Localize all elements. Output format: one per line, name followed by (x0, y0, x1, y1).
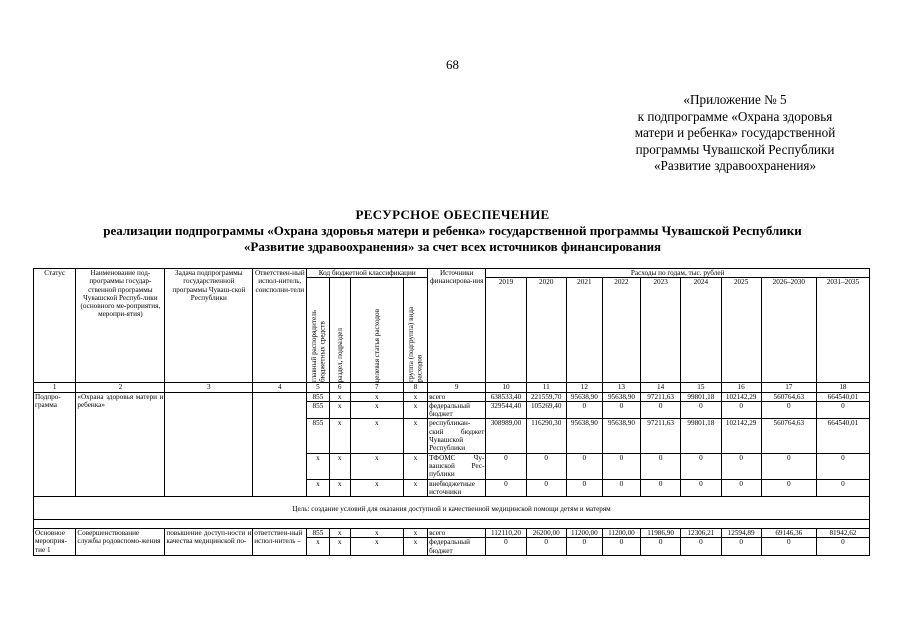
expense-value: 0 (681, 538, 721, 556)
code-group: x (403, 392, 427, 401)
goal-row (34, 505, 870, 520)
code-group: x (403, 419, 427, 453)
subprogram-task (165, 392, 253, 497)
code-grbs: 855 (307, 419, 329, 453)
expense-value: 0 (486, 479, 526, 497)
code-section: x (329, 401, 350, 419)
expense-value: 0 (816, 479, 869, 497)
expense-value: 0 (721, 453, 761, 479)
column-number: 15 (681, 383, 721, 392)
code-target: x (350, 453, 403, 479)
expense-value: 0 (816, 401, 869, 419)
code-target: x (350, 392, 403, 401)
expense-value: 0 (641, 538, 681, 556)
code-group: x (403, 479, 427, 497)
column-number: 17 (761, 383, 816, 392)
finance-source: федеральный бюджет (428, 538, 486, 556)
header-target-item: целевая статья расходов (350, 278, 403, 383)
expense-value: 0 (602, 453, 640, 479)
code-target: x (350, 419, 403, 453)
expense-value: 112110,20 (486, 529, 526, 538)
finance-source: ТФОМС Чу-вашской Рес-публики (429, 453, 485, 479)
header-expenses: Расходы по годам, тыс. рублей (486, 269, 870, 278)
code-group: x (403, 529, 427, 538)
expense-value: 99801,18 (681, 419, 721, 453)
expense-value: 11200,00 (566, 529, 602, 538)
column-number: 7 (350, 383, 403, 392)
header-task: Задача подпрограммы государственной программы Чуваш-ской Республики (165, 269, 253, 383)
expense-value: 0 (602, 538, 640, 556)
expense-value: 0 (602, 479, 640, 497)
measure-responsible: ответствен-ный испол-нитель – (253, 529, 307, 556)
header-grbs: главный распорядитель бюджетных средств (307, 278, 329, 383)
header-budget-code: Код бюджетной классификации (307, 269, 428, 278)
measure-name: Совершенствование службы родовспомо-жения (76, 529, 165, 556)
expense-value: 0 (681, 401, 721, 419)
expense-value: 0 (681, 453, 721, 479)
expense-value: 0 (486, 453, 526, 479)
expense-value: 664540,01 (816, 392, 869, 401)
code-grbs: 855 (307, 401, 329, 419)
expense-value: 97211,63 (641, 419, 681, 453)
expense-value: 0 (681, 479, 721, 497)
column-number: 5 (307, 383, 329, 392)
expense-value: 0 (486, 538, 526, 556)
header-source: Источники финансирова-ния (428, 269, 486, 383)
column-number: 2 (76, 383, 165, 392)
expense-value: 0 (566, 538, 602, 556)
finance-source: федеральный бюджет (428, 401, 486, 419)
expense-value: 0 (641, 401, 681, 419)
appendix-line: «Приложение № 5 (683, 92, 787, 107)
header-name: Наименование под-программы государ-ственной программы Чувашской Респуб-лики (основного ме-роприятия, меропри-ятия) (76, 269, 165, 383)
resource-table (33, 268, 870, 556)
code-target: x (350, 401, 403, 419)
title-line: РЕСУРСНОЕ ОБЕСПЕЧЕНИЕ (355, 207, 550, 222)
expense-value: 69146,36 (761, 529, 816, 538)
expense-value: 0 (566, 401, 602, 419)
subprogram-responsible (253, 392, 307, 497)
header-year: 2021 (566, 278, 602, 383)
expense-value: 97211,63 (641, 392, 681, 401)
header-year: 2023 (641, 278, 681, 383)
column-number: 10 (486, 383, 526, 392)
expense-value: 0 (641, 479, 681, 497)
finance-source: внебюджетные источники (428, 479, 486, 497)
code-section: x (329, 529, 350, 538)
code-group: x (403, 401, 427, 419)
expense-value: 560764,63 (761, 419, 816, 453)
expense-value: 0 (721, 479, 761, 497)
expense-value: 102142,29 (721, 419, 761, 453)
code-grbs: x (307, 538, 329, 556)
finance-source: всего (428, 529, 486, 538)
expense-value: 12306,21 (681, 529, 721, 538)
expense-value: 95638,90 (602, 419, 640, 453)
title-line: реализации подпрограммы «Охрана здоровья матери и ребенка» государственной программы Чувашской Республики (103, 223, 802, 238)
expense-value: 105269,40 (526, 401, 566, 419)
expense-value: 0 (721, 401, 761, 419)
appendix-line: «Развитие здравоохранения» (653, 158, 817, 173)
column-number: 11 (526, 383, 566, 392)
column-number: 3 (165, 383, 253, 392)
column-number: 16 (721, 383, 761, 392)
subprogram-status: Подпро-грамма (34, 392, 76, 497)
code-grbs: x (307, 453, 329, 479)
code-grbs: 855 (307, 392, 329, 401)
column-number: 1 (34, 383, 76, 392)
column-number: 6 (329, 383, 350, 392)
finance-source: республикан-ский бюджет Чувашской Республики (429, 419, 485, 453)
expense-value: 11200,00 (602, 529, 640, 538)
header-responsible: Ответствен-ный испол-нитель, соисполни-тели (253, 269, 307, 383)
expense-value: 0 (721, 538, 761, 556)
expense-value: 0 (526, 479, 566, 497)
column-number: 13 (602, 383, 640, 392)
column-number: 8 (403, 383, 427, 392)
code-section: x (329, 538, 350, 556)
expense-value: 308989,00 (486, 419, 526, 453)
header-year: 2024 (681, 278, 721, 383)
expense-value: 0 (526, 538, 566, 556)
expense-value: 0 (761, 453, 816, 479)
measure-task: повышение доступ-ности и качества медицинской по- (165, 529, 253, 556)
header-year: 2022 (602, 278, 640, 383)
document-title (0, 207, 905, 255)
code-section: x (329, 392, 350, 401)
measure-status: Основное мероприя-тие 1 (34, 529, 76, 556)
expense-value: 0 (526, 453, 566, 479)
table-row (34, 392, 870, 401)
subprogram-name: «Охрана здоровья матери и ребенка» (76, 392, 165, 497)
expense-value: 329544,40 (486, 401, 526, 419)
expense-value: 26200,00 (526, 529, 566, 538)
expense-value: 99801,18 (681, 392, 721, 401)
header-expense-group: группа (подгруппа) вида расходов (403, 278, 427, 383)
header-year: 2031–2035 (816, 278, 869, 383)
column-number-row (34, 383, 870, 392)
column-number: 18 (816, 383, 869, 392)
expense-value: 0 (641, 453, 681, 479)
column-number: 9 (428, 383, 486, 392)
code-grbs: 855 (307, 529, 329, 538)
column-number: 14 (641, 383, 681, 392)
spacer-row (34, 520, 870, 529)
table-row (34, 529, 870, 538)
code-group: x (403, 453, 427, 479)
header-year: 2019 (486, 278, 526, 383)
expense-value: 0 (761, 538, 816, 556)
code-target: x (350, 538, 403, 556)
goal-text: Цель: создание условий для оказания доступной и качественной медицинской помощи детям и матерям (34, 505, 870, 520)
appendix-line: к подпрограмме «Охрана здоровья (637, 108, 833, 124)
appendix-block (600, 92, 870, 175)
code-section: x (329, 453, 350, 479)
finance-source: всего (428, 392, 486, 401)
header-status: Статус (34, 269, 76, 383)
expense-value: 560764,63 (761, 392, 816, 401)
expense-value: 102142,29 (721, 392, 761, 401)
expense-value: 664540,01 (816, 419, 869, 453)
expense-value: 12594,89 (721, 529, 761, 538)
code-section: x (329, 479, 350, 497)
expense-value: 0 (602, 401, 640, 419)
code-section: x (329, 419, 350, 453)
header-year: 2025 (721, 278, 761, 383)
header-year: 2026–2030 (761, 278, 816, 383)
code-target: x (350, 529, 403, 538)
expense-value: 0 (816, 453, 869, 479)
expense-value: 81942,62 (816, 529, 869, 538)
expense-value: 116290,30 (526, 419, 566, 453)
expense-value: 0 (816, 538, 869, 556)
code-grbs: x (307, 479, 329, 497)
page-number: 68 (446, 57, 459, 72)
expense-value: 95638,90 (566, 419, 602, 453)
expense-value: 0 (761, 401, 816, 419)
expense-value: 0 (761, 479, 816, 497)
title-line: «Развитие здравоохранения» за счет всех источников финансирования (243, 239, 662, 254)
header-section: раздел, подраздел (329, 278, 350, 383)
code-target: x (350, 479, 403, 497)
appendix-line: матери и ребенка» государственной (634, 125, 836, 140)
expense-value: 95638,90 (602, 392, 640, 401)
expense-value: 11986,90 (641, 529, 681, 538)
header-year: 2020 (526, 278, 566, 383)
appendix-line: программы Чувашской Республики (635, 141, 835, 157)
header-row (34, 269, 870, 278)
spacer-row (34, 497, 870, 506)
expense-value: 0 (566, 453, 602, 479)
code-group: x (403, 538, 427, 556)
column-number: 4 (253, 383, 307, 392)
expense-value: 638533,40 (486, 392, 526, 401)
expense-value: 0 (566, 479, 602, 497)
expense-value: 95638,90 (566, 392, 602, 401)
column-number: 12 (566, 383, 602, 392)
expense-value: 221559,70 (526, 392, 566, 401)
